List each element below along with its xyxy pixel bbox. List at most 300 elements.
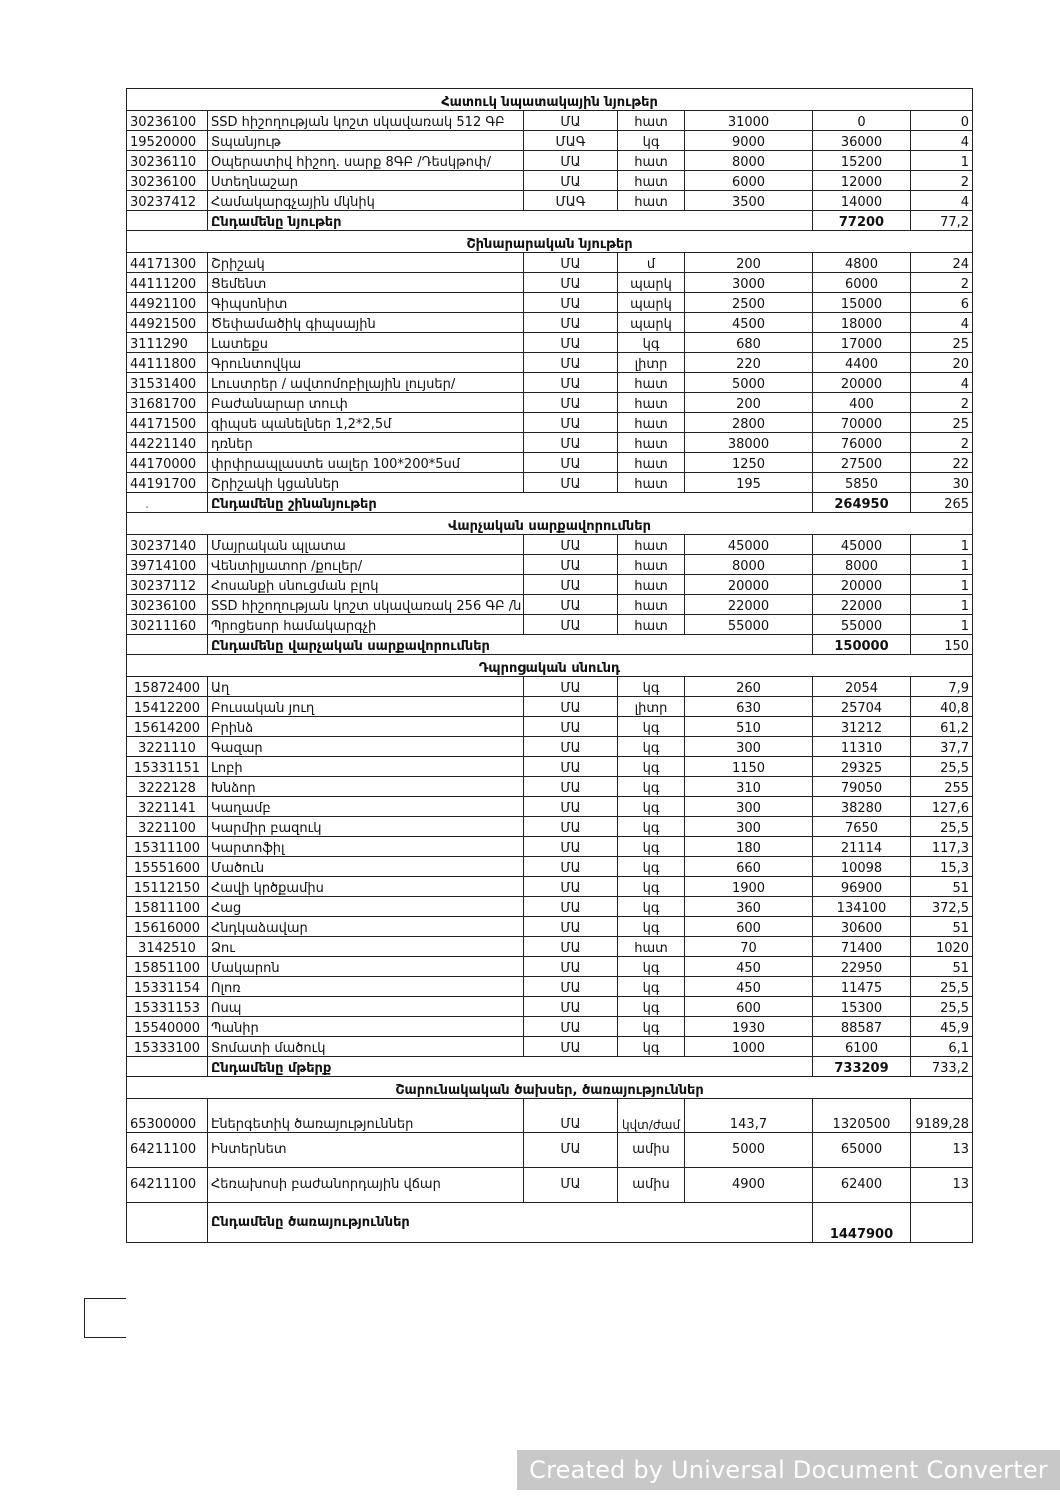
item-code: 15811100 [127, 897, 208, 917]
item-name: Լոբի [208, 757, 524, 777]
item-name: Վենտիլյատոր /քուլեր/ [208, 555, 524, 575]
total-amount: 15000 [813, 293, 911, 313]
item-code: 3221110 [127, 737, 208, 757]
table-row [127, 977, 973, 997]
total-amount: 71400 [813, 937, 911, 957]
quantity: 1 [911, 151, 973, 171]
quantity: 15,3 [911, 857, 973, 877]
table-row [127, 1017, 973, 1037]
table-row [127, 917, 973, 937]
funding-source: ՄԱ [524, 817, 618, 837]
item-name: Պրոցեսոր համակարգչի [208, 615, 524, 635]
unit: հատ [618, 555, 685, 575]
section-title: Շինարարական նյութեր [127, 231, 973, 253]
total-amount: 70000 [813, 413, 911, 433]
unit-price: 660 [685, 857, 813, 877]
total-amount: 88587 [813, 1017, 911, 1037]
table-row [127, 131, 973, 151]
item-code: 15311100 [127, 837, 208, 857]
funding-source: ՄԱ [524, 957, 618, 977]
funding-source: ՄԱ [524, 595, 618, 615]
item-code: 64211100 [127, 1133, 208, 1168]
unit-price: 3000 [685, 273, 813, 293]
item-name: Հոսանքի սնուցման բլոկ [208, 575, 524, 595]
table-row [127, 1168, 973, 1203]
table-row [127, 797, 973, 817]
table-row [127, 293, 973, 313]
unit-price: 38000 [685, 433, 813, 453]
item-name: Մակարոն [208, 957, 524, 977]
item-code: 44170000 [127, 453, 208, 473]
unit-price: 1150 [685, 757, 813, 777]
table-row [127, 857, 973, 877]
item-code: 15331151 [127, 757, 208, 777]
quantity: 13 [911, 1168, 973, 1203]
quantity: 25,5 [911, 977, 973, 997]
section-header [127, 89, 973, 111]
item-code: 3142510 [127, 937, 208, 957]
funding-source: ՄԱ [524, 373, 618, 393]
watermark: Created by Universal Document Converter [517, 1450, 1060, 1490]
unit: հատ [618, 937, 685, 957]
subtotal-label: Ընդամենը շինանյութեր [208, 493, 813, 513]
unit-price: 300 [685, 797, 813, 817]
unit-price: 2500 [685, 293, 813, 313]
funding-source: ՄԱ [524, 1168, 618, 1203]
quantity: 255 [911, 777, 973, 797]
table-row [127, 1037, 973, 1057]
funding-source: ՄԱ [524, 453, 618, 473]
item-code: 44921100 [127, 293, 208, 313]
item-name: Էներգետիկ ծառայություններ [208, 1099, 524, 1133]
table-row [127, 171, 973, 191]
unit: հատ [618, 595, 685, 615]
subtotal-label: Ընդամենը ծառայություններ [208, 1203, 813, 1243]
item-name: Խնձոր [208, 777, 524, 797]
funding-source: ՄԱ [524, 273, 618, 293]
item-name: Գազար [208, 737, 524, 757]
unit-price: 200 [685, 253, 813, 273]
item-name: Լատեքս [208, 333, 524, 353]
unit: կգ [618, 717, 685, 737]
funding-source: ՄԱ [524, 697, 618, 717]
item-code: 3221141 [127, 797, 208, 817]
item-code: 15616000 [127, 917, 208, 937]
funding-source: ՄԱ [524, 937, 618, 957]
quantity: 45,9 [911, 1017, 973, 1037]
table-row [127, 997, 973, 1017]
unit: կգ [618, 997, 685, 1017]
item-code: 30237140 [127, 535, 208, 555]
item-code: 30236110 [127, 151, 208, 171]
quantity: 9189,28 [911, 1099, 973, 1133]
quantity: 4 [911, 313, 973, 333]
unit [618, 1099, 685, 1133]
table-row [127, 957, 973, 977]
funding-source: ՄԱ [524, 1099, 618, 1133]
unit-price: 20000 [685, 575, 813, 595]
quantity: 4 [911, 131, 973, 151]
subtotal-code-cell [127, 211, 208, 231]
item-name: SSD հիշողության կոշտ սկավառակ 256 ԳԲ /ն [208, 595, 524, 615]
funding-source: ՄԱ [524, 393, 618, 413]
funding-source: ՄԱ [524, 877, 618, 897]
item-name: Մածուն [208, 857, 524, 877]
item-code: 15331153 [127, 997, 208, 1017]
unit: կգ [618, 1037, 685, 1057]
unit-price: 70 [685, 937, 813, 957]
total-amount: 20000 [813, 575, 911, 595]
section-title: Վարչական սարքավորումներ [127, 513, 973, 535]
item-code: 44171300 [127, 253, 208, 273]
funding-source: ՄԱ [524, 777, 618, 797]
item-name: Ոսպ [208, 997, 524, 1017]
item-code: 30237412 [127, 191, 208, 211]
unit: հատ [618, 191, 685, 211]
unit-price: 680 [685, 333, 813, 353]
table-row [127, 313, 973, 333]
unit-price: 450 [685, 977, 813, 997]
quantity: 1 [911, 575, 973, 595]
total-amount: 4400 [813, 353, 911, 373]
total-amount: 76000 [813, 433, 911, 453]
budget-table [126, 88, 973, 1243]
quantity: 51 [911, 877, 973, 897]
quantity: 51 [911, 957, 973, 977]
subtotal-code-cell [127, 1057, 208, 1077]
table-row [127, 777, 973, 797]
item-code: 15333100 [127, 1037, 208, 1057]
unit: հատ [618, 373, 685, 393]
item-code: 30236100 [127, 111, 208, 131]
quantity: 2 [911, 393, 973, 413]
quantity: 1 [911, 595, 973, 615]
item-code: 15872400 [127, 677, 208, 697]
quantity: 117,3 [911, 837, 973, 857]
funding-source: ՄԱ [524, 797, 618, 817]
table-row [127, 595, 973, 615]
subtotal-total: 733209 [813, 1057, 911, 1077]
unit: կգ [618, 797, 685, 817]
subtotal-code-cell [127, 1203, 208, 1243]
subtotal-row [127, 635, 973, 655]
quantity: 51 [911, 917, 973, 937]
table-row [127, 473, 973, 493]
total-amount: 6100 [813, 1037, 911, 1057]
unit-price: 1250 [685, 453, 813, 473]
unit: հատ [618, 615, 685, 635]
total-amount: 2054 [813, 677, 911, 697]
item-name: Կարմիր բազուկ [208, 817, 524, 837]
total-amount: 15200 [813, 151, 911, 171]
total-amount: 22950 [813, 957, 911, 977]
table-row [127, 737, 973, 757]
total-amount: 400 [813, 393, 911, 413]
unit-price: 6000 [685, 171, 813, 191]
total-amount: 36000 [813, 131, 911, 151]
total-amount: 4800 [813, 253, 911, 273]
subtotal-row [127, 211, 973, 231]
unit: կգ [618, 977, 685, 997]
quantity: 4 [911, 373, 973, 393]
total-amount: 30600 [813, 917, 911, 937]
section-header [127, 655, 973, 677]
table-row [127, 717, 973, 737]
item-name: Շրիշակ [208, 253, 524, 273]
item-name: Համակարգչային մկնիկ [208, 191, 524, 211]
item-code: 64211100 [127, 1168, 208, 1203]
item-code: 3221100 [127, 817, 208, 837]
unit-price: 45000 [685, 535, 813, 555]
item-name: Բրինձ [208, 717, 524, 737]
unit: հատ [618, 575, 685, 595]
unit-price: 510 [685, 717, 813, 737]
subtotal-quantity: 265 [911, 493, 973, 513]
quantity: 25,5 [911, 997, 973, 1017]
quantity: 0 [911, 111, 973, 131]
subtotal-code-cell: . [127, 493, 208, 513]
funding-source: ՄԱ [524, 413, 618, 433]
funding-source: ՄԱ [524, 857, 618, 877]
item-code: 31681700 [127, 393, 208, 413]
funding-source: ՄԱ [524, 677, 618, 697]
item-name: Ոլոռ [208, 977, 524, 997]
item-name: Հեռախոսի բաժանորդային վճար [208, 1168, 524, 1203]
item-name: Բուսական յուղ [208, 697, 524, 717]
unit: կգ [618, 857, 685, 877]
unit: հատ [618, 111, 685, 131]
total-amount: 7650 [813, 817, 911, 837]
unit-price: 300 [685, 817, 813, 837]
unit-price: 2800 [685, 413, 813, 433]
item-code: 3222128 [127, 777, 208, 797]
total-amount: 27500 [813, 453, 911, 473]
item-code: 15614200 [127, 717, 208, 737]
quantity: 2 [911, 273, 973, 293]
item-name: Ինտերնետ [208, 1133, 524, 1168]
total-amount: 21114 [813, 837, 911, 857]
unit: հատ [618, 151, 685, 171]
unit: կգ [618, 917, 685, 937]
section-header [127, 513, 973, 535]
unit-price: 200 [685, 393, 813, 413]
unit: հատ [618, 535, 685, 555]
unit-price: 220 [685, 353, 813, 373]
unit: կգ [618, 737, 685, 757]
unit: հատ [618, 433, 685, 453]
table-row [127, 575, 973, 595]
subtotal-label: Ընդամենը նյութեր [208, 211, 813, 231]
quantity: 6,1 [911, 1037, 973, 1057]
item-name: Հավի կրծքամիս [208, 877, 524, 897]
subtotal-code-cell [127, 635, 208, 655]
table-row [127, 615, 973, 635]
subtotal-total: 264950 [813, 493, 911, 513]
unit-price: 360 [685, 897, 813, 917]
unit-price: 31000 [685, 111, 813, 131]
total-amount: 11310 [813, 737, 911, 757]
unit-line: կվտ/ժամ [621, 1118, 681, 1132]
funding-source: ՄԱ [524, 151, 618, 171]
quantity: 1020 [911, 937, 973, 957]
unit-price: 143,7 [685, 1099, 813, 1133]
quantity: 127,6 [911, 797, 973, 817]
item-name: Գրունտովկա [208, 353, 524, 373]
item-name: Ծեփամածիկ գիպսային [208, 313, 524, 333]
unit-price: 600 [685, 997, 813, 1017]
table-row [127, 677, 973, 697]
total-amount: 31212 [813, 717, 911, 737]
table-row [127, 413, 973, 433]
unit-price: 5000 [685, 373, 813, 393]
unit-price: 1000 [685, 1037, 813, 1057]
unit: պարկ [618, 313, 685, 333]
section-header [127, 1077, 973, 1099]
unit: կգ [618, 877, 685, 897]
funding-source: ՄԱ [524, 757, 618, 777]
funding-source: ՄԱ [524, 1037, 618, 1057]
table-row [127, 757, 973, 777]
item-name: դռներ [208, 433, 524, 453]
unit-price: 8000 [685, 151, 813, 171]
funding-source: ՄԱ [524, 737, 618, 757]
funding-source: ՄԱ [524, 717, 618, 737]
item-code: 15851100 [127, 957, 208, 977]
unit-price: 180 [685, 837, 813, 857]
unit: լիտր [618, 697, 685, 717]
quantity: 6 [911, 293, 973, 313]
item-code: 30236100 [127, 595, 208, 615]
item-name: փրփրապլաստե սալեր 100*200*5սմ [208, 453, 524, 473]
section-title: Հատուկ նպատակային նյութեր [127, 89, 973, 111]
unit: պարկ [618, 273, 685, 293]
unit: կգ [618, 757, 685, 777]
table-row [127, 333, 973, 353]
item-code: 44171500 [127, 413, 208, 433]
unit: կգ [618, 1017, 685, 1037]
quantity: 61,2 [911, 717, 973, 737]
unit-price: 1900 [685, 877, 813, 897]
unit: հատ [618, 171, 685, 191]
item-name: Ձու [208, 937, 524, 957]
total-amount: 6000 [813, 273, 911, 293]
outer-left-cell [84, 1298, 126, 1338]
unit-price: 22000 [685, 595, 813, 615]
funding-source: ՄԱ [524, 353, 618, 373]
unit: կգ [618, 333, 685, 353]
total-amount: 1320500 [813, 1099, 911, 1133]
total-amount: 12000 [813, 171, 911, 191]
unit-price: 260 [685, 677, 813, 697]
item-code: 65300000 [127, 1099, 208, 1133]
item-name: գիպսե պանելներ 1,2*2,5մ [208, 413, 524, 433]
unit-price: 450 [685, 957, 813, 977]
item-name: Շրիշակի կցաններ [208, 473, 524, 493]
funding-source: ՄԱ [524, 977, 618, 997]
total-amount: 45000 [813, 535, 911, 555]
table-row [127, 433, 973, 453]
unit-price: 300 [685, 737, 813, 757]
table-row [127, 373, 973, 393]
item-code: 44111200 [127, 273, 208, 293]
section-header [127, 231, 973, 253]
unit: կգ [618, 131, 685, 151]
unit-price: 600 [685, 917, 813, 937]
funding-source: ՄԱ [524, 615, 618, 635]
subtotal-quantity [911, 1203, 973, 1243]
total-amount: 29325 [813, 757, 911, 777]
unit: հատ [618, 473, 685, 493]
subtotal-quantity: 733,2 [911, 1057, 973, 1077]
funding-source: ՄԱ [524, 313, 618, 333]
unit: ամիս [618, 1168, 685, 1203]
unit: լիտր [618, 353, 685, 373]
unit: կգ [618, 957, 685, 977]
unit: կգ [618, 817, 685, 837]
quantity: 25,5 [911, 817, 973, 837]
subtotal-total: 150000 [813, 635, 911, 655]
unit: կգ [618, 837, 685, 857]
funding-source: ՄԱ [524, 897, 618, 917]
unit: ամիս [618, 1133, 685, 1168]
total-amount: 96900 [813, 877, 911, 897]
item-code: 15331154 [127, 977, 208, 997]
table-row [127, 817, 973, 837]
item-name: Մայրական պլատա [208, 535, 524, 555]
item-code: 39714100 [127, 555, 208, 575]
subtotal-quantity: 150 [911, 635, 973, 655]
quantity: 40,8 [911, 697, 973, 717]
table-row [127, 1099, 973, 1133]
quantity: 25 [911, 333, 973, 353]
total-amount: 5850 [813, 473, 911, 493]
total-amount: 25704 [813, 697, 911, 717]
quantity: 13 [911, 1133, 973, 1168]
total-amount: 20000 [813, 373, 911, 393]
item-code: 44221140 [127, 433, 208, 453]
funding-source: ՄԱ [524, 171, 618, 191]
item-name: Հնդկաձավար [208, 917, 524, 937]
item-code: 15551600 [127, 857, 208, 877]
table-row [127, 273, 973, 293]
total-amount: 65000 [813, 1133, 911, 1168]
funding-source: ՄԱ [524, 433, 618, 453]
table-row [127, 897, 973, 917]
quantity: 30 [911, 473, 973, 493]
table-row [127, 877, 973, 897]
unit-price: 310 [685, 777, 813, 797]
quantity: 22 [911, 453, 973, 473]
item-name: Կաղամբ [208, 797, 524, 817]
item-name: Գիպսոնիտ [208, 293, 524, 313]
total-amount: 15300 [813, 997, 911, 1017]
funding-source: ՄԱ [524, 997, 618, 1017]
table-row [127, 151, 973, 171]
table-row [127, 555, 973, 575]
table-row [127, 453, 973, 473]
quantity: 25,5 [911, 757, 973, 777]
item-code: 44921500 [127, 313, 208, 333]
item-code: 3111290 [127, 333, 208, 353]
total-amount: 11475 [813, 977, 911, 997]
table-row [127, 837, 973, 857]
subtotal-row [127, 493, 973, 513]
unit-price: 3500 [685, 191, 813, 211]
total-amount: 14000 [813, 191, 911, 211]
quantity: 2 [911, 433, 973, 453]
item-name: Ցեմենտ [208, 273, 524, 293]
item-code: 15540000 [127, 1017, 208, 1037]
